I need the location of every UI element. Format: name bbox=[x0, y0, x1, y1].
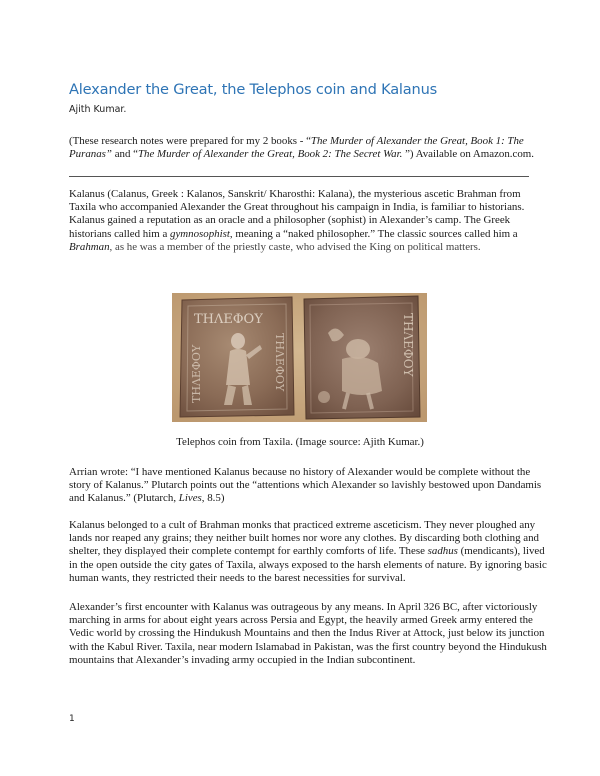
telephos-coin-image bbox=[172, 293, 427, 422]
left-coin-legend-side: ΤΗΛΕΦΟΥ bbox=[190, 344, 203, 403]
author-line: Ajith Kumar. bbox=[69, 104, 127, 115]
paragraph-1 bbox=[69, 188, 547, 254]
left-coin-legend-side-right: ΤΗΛΕΦΟΥ bbox=[273, 333, 286, 392]
paragraph-4: Alexander’s first encounter with Kalanus was outrageous by any means. In April 326 BC, after victoriously marching in arms for about eight years across Persia and Egypt, the heavily armed Greek army entered the Vedic world by crossing the Hindukush Mountains and then the Indus River at Attock, just below its junction with the Kabul River. Taxila, near modern Islamabad in Pakistan, was the first country beyond the Hindukush mountains that Alexander’s invading army occupied in the Indian subcontinent. bbox=[69, 601, 547, 666]
p1-text-c: , as he was a member of the priestly caste, who advised the King on political matters. bbox=[109, 240, 481, 253]
page-title: Alexander the Great, the Telephos coin and Kalanus bbox=[69, 81, 438, 98]
paragraph-2 bbox=[69, 466, 547, 506]
p3-text-a: Kalanus belonged to a cult of Brahman monks that practiced extreme asceticism. They never ploughed any lands nor reaped any grains; they neither built homes nor wore any clothes. By discarding both clothing and shelter, they displayed their complete contempt for earthly comforts of life. These bbox=[69, 519, 539, 558]
p1-text-a: Kalanus (Calanus, Greek : Kalanos, Sanskrit/ Kharosthi: Kalana), the mysterious ascetic Brahman from Taxila who accompanied Alexander the Great throughout his campaign in India, is familiar to historians. Kalanus gained a reputation as an oracle and a philosopher (sophist) in Alexander’s camp. The Greek historians called him a bbox=[69, 188, 525, 240]
note-book2: The Murder of Alexander the Great, Book 2: The Secret War. bbox=[137, 148, 403, 161]
p2-text-b: , 8.5) bbox=[201, 492, 225, 505]
p1-gymnosophist: gymnosophist bbox=[170, 227, 230, 240]
page-number: 1 bbox=[69, 714, 75, 724]
p3-sadhus: sadhus bbox=[427, 545, 458, 558]
left-coin-legend-top: ΤΗΛΕΦΟΥ bbox=[194, 312, 263, 327]
right-coin-legend-side: ΤΗΛΕΦΟΥ bbox=[401, 313, 415, 377]
p1-text-b: , meaning a “naked philosopher.” The classic sources called him a bbox=[229, 227, 518, 240]
p2-text-a: Arrian wrote: “I have mentioned Kalanus because no history of Alexander would be complete without the story of Kalanus.” Plutarch points out the “attentions which Alexander so lavishly bestowed upon Dandamis and Kalanus.” (Plutarch, bbox=[69, 466, 542, 505]
p2-lives: Lives bbox=[178, 492, 202, 505]
p1-brahman: Brahman bbox=[69, 240, 110, 253]
book-note bbox=[69, 135, 539, 161]
figure-caption: Telephos coin from Taxila. (Image source: Ajith Kumar.) bbox=[176, 436, 424, 448]
paragraph-3 bbox=[69, 519, 549, 585]
note-book1: The Murder of Alexander the Great, Book 1: The Puranas” bbox=[69, 135, 524, 161]
note-close: ”) Available on Amazon.com. bbox=[402, 148, 534, 161]
coin-photo-illustration bbox=[172, 293, 427, 422]
note-and: and “ bbox=[111, 148, 138, 161]
note-open: (These research notes were prepared for my 2 books - “ bbox=[69, 135, 311, 147]
p3-text-b: (mendicants), lived in the open outside the city gates of Taxila, always exposed to the harsh elements of nature. By ignoring basic human wants, they restricted their needs to the barest necessities for survival. bbox=[69, 545, 547, 584]
horizontal-rule bbox=[69, 176, 529, 177]
